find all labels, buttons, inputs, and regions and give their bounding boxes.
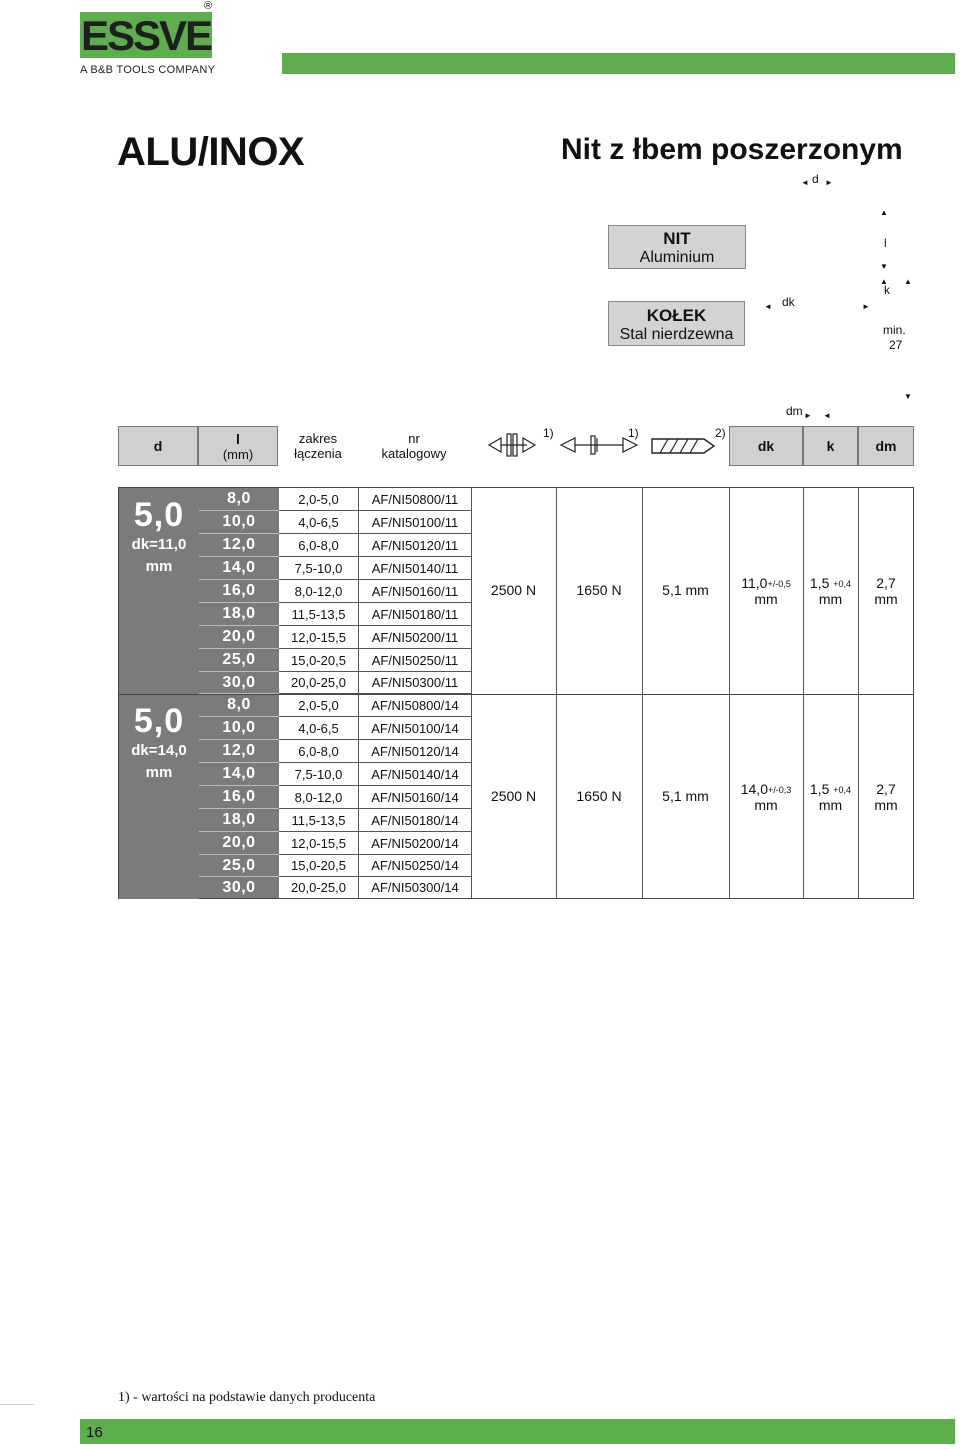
table-row-l: 8,0 xyxy=(199,694,279,717)
table-row-zakres: 11,5-13,5 xyxy=(279,603,359,626)
arrow-right-icon: ► xyxy=(825,178,833,187)
group1-dk-tol: +/-0,5 xyxy=(767,579,791,589)
diagram-d: d xyxy=(812,172,819,186)
table-row-zakres: 2,0-5,0 xyxy=(279,694,359,717)
arrow-left-icon: ◄ xyxy=(801,178,809,187)
group2-d: 5,0 xyxy=(133,702,185,740)
brand-tagline: A B&B TOOLS COMPANY xyxy=(80,64,216,76)
kolek-material: Stal nierdzewna xyxy=(619,326,734,343)
table-row-zakres: 8,0-12,0 xyxy=(279,580,359,603)
group2-k-unit: mm xyxy=(818,797,843,813)
header-zakres-2: łączenia xyxy=(294,446,342,461)
table-row-zakres: 12,0-15,5 xyxy=(279,626,359,649)
header-l xyxy=(198,426,278,466)
table-row-l: 10,0 xyxy=(199,511,279,534)
table-row-l: 20,0 xyxy=(199,626,279,649)
group2-k: 1,5 xyxy=(809,781,834,797)
table-row-zakres: 20,0-25,0 xyxy=(279,672,359,694)
group1-unit: mm xyxy=(145,558,173,575)
table-row-nr: AF/NI50800/14 xyxy=(359,694,471,717)
header-nr-1: nr xyxy=(408,431,420,446)
nit-material: Aluminium xyxy=(639,249,715,266)
table-row-zakres: 11,5-13,5 xyxy=(279,809,359,832)
diagram-dk: dk xyxy=(782,295,795,309)
note-2: 1) xyxy=(628,426,639,440)
header-l-label: l xyxy=(236,430,240,447)
table-row-nr: AF/NI50200/14 xyxy=(359,832,471,855)
table-row-zakres: 7,5-10,0 xyxy=(279,763,359,786)
table-row-l: 16,0 xyxy=(199,786,279,809)
table-row-nr: AF/NI50100/11 xyxy=(359,511,471,534)
nit-title: NIT xyxy=(663,229,691,248)
table-row-l: 30,0 xyxy=(199,672,279,694)
essve-logo xyxy=(80,8,212,62)
group1-k-unit: mm xyxy=(818,591,843,607)
group1-d: 5,0 xyxy=(133,496,185,534)
table-row-nr: AF/NI50140/11 xyxy=(359,557,471,580)
table-row-l: 14,0 xyxy=(199,557,279,580)
note-3: 2) xyxy=(715,426,726,440)
header-d-label: d xyxy=(153,438,163,454)
table-row-nr: AF/NI50200/11 xyxy=(359,626,471,649)
product-title: Nit z łbem poszerzonym xyxy=(561,133,903,166)
column-divider xyxy=(858,488,859,898)
header-nr-2: katalogowy xyxy=(381,446,447,461)
table-row-nr: AF/NI50800/11 xyxy=(359,488,471,511)
group2-unit: mm xyxy=(145,764,173,781)
drill-bit-icon xyxy=(650,436,716,456)
group1-dm-spec xyxy=(858,575,914,607)
arrow-up-icon: ▲ xyxy=(880,208,888,217)
table-row-nr: AF/NI50250/14 xyxy=(359,855,471,877)
group1-dm: 2,7 xyxy=(876,575,896,591)
column-divider xyxy=(729,488,730,898)
table-row-zakres: 2,0-5,0 xyxy=(279,488,359,511)
header-k-label: k xyxy=(826,438,835,454)
group2-dk-unit: mm xyxy=(754,797,778,813)
table-row-l: 12,0 xyxy=(199,534,279,557)
group1-shear: 2500 N xyxy=(490,582,537,598)
diagram-min-value: 27 xyxy=(889,338,903,352)
header-l-unit: (mm) xyxy=(222,446,254,462)
group1-dm-unit: mm xyxy=(874,591,898,607)
kolek-material-box xyxy=(608,301,745,346)
table-row-nr: AF/NI50100/14 xyxy=(359,717,471,740)
group2-dk-tol: +/-0,3 xyxy=(767,785,792,795)
arrow-down-icon: ▼ xyxy=(904,392,912,401)
group2-dm: 2,7 xyxy=(876,781,896,797)
table-row-nr: AF/NI50180/14 xyxy=(359,809,471,832)
header-dm-label: dm xyxy=(875,438,897,454)
table-row-nr: AF/NI50300/11 xyxy=(359,672,471,694)
header-zakres xyxy=(278,426,358,466)
group1-dk-label: dk=11,0 xyxy=(131,536,187,553)
registered-mark: ® xyxy=(204,0,213,12)
group2-tensile: 1650 N xyxy=(576,788,622,804)
footer-green-bar xyxy=(80,1419,955,1444)
table-row-zakres: 15,0-20,5 xyxy=(279,855,359,877)
table-row-l: 14,0 xyxy=(199,763,279,786)
shear-force-icon xyxy=(487,430,537,460)
group1-tensile: 1650 N xyxy=(576,582,622,598)
table-row-nr: AF/NI50120/11 xyxy=(359,534,471,557)
column-divider xyxy=(803,488,804,898)
header-dk xyxy=(729,426,803,466)
group2-dk: 14,0 xyxy=(740,781,768,797)
table-row-l: 18,0 xyxy=(199,603,279,626)
arrow-up-icon: ▲ xyxy=(904,277,912,286)
table-row-nr: AF/NI50140/14 xyxy=(359,763,471,786)
header-dm xyxy=(858,426,914,466)
header-green-bar xyxy=(282,53,955,74)
group1-dk-unit: mm xyxy=(754,591,778,607)
table-row-zakres: 20,0-25,0 xyxy=(279,877,359,898)
group1-k: 1,5 xyxy=(809,575,834,591)
product-table xyxy=(118,487,914,899)
table-row-l: 8,0 xyxy=(199,488,279,511)
table-row-l: 18,0 xyxy=(199,809,279,832)
table-row-zakres: 4,0-6,5 xyxy=(279,511,359,534)
header-nr xyxy=(358,426,470,466)
table-row-l: 25,0 xyxy=(199,649,279,672)
header-zakres-1: zakres xyxy=(298,431,338,446)
group2-dm-spec xyxy=(858,781,914,813)
footer-rule xyxy=(0,1404,34,1405)
arrow-right-icon: ► xyxy=(804,411,812,420)
header-d xyxy=(118,426,198,466)
nit-material-box xyxy=(608,225,746,269)
table-row-zakres: 4,0-6,5 xyxy=(279,717,359,740)
group1-d-cell xyxy=(119,488,199,694)
group2-k-spec xyxy=(803,781,858,813)
header-dk-label: dk xyxy=(757,438,775,454)
arrow-right-icon: ► xyxy=(862,302,870,311)
column-divider xyxy=(642,488,643,898)
column-divider xyxy=(556,488,557,898)
footnote: 1) - wartości na podstawie danych producenta xyxy=(118,1390,376,1405)
group2-shear: 2500 N xyxy=(490,788,537,804)
diagram-dm: dm xyxy=(786,404,803,418)
diagram-min: min. xyxy=(883,323,906,337)
note-1: 1) xyxy=(543,426,554,440)
table-row-nr: AF/NI50300/14 xyxy=(371,880,459,895)
group1-drill: 5,1 mm xyxy=(662,582,709,598)
table-row-nr: AF/NI50250/11 xyxy=(359,649,471,672)
group2-drill: 5,1 mm xyxy=(662,788,709,804)
arrow-down-icon: ▼ xyxy=(880,262,888,271)
group1-k-spec xyxy=(803,575,858,607)
table-row-l: 20,0 xyxy=(199,832,279,855)
group1-dk: 11,0 xyxy=(741,575,768,591)
group2-dk-label: dk=14,0 xyxy=(131,742,187,759)
arrow-left-icon: ◄ xyxy=(823,411,831,420)
table-row-zakres: 15,0-20,5 xyxy=(279,649,359,672)
group1-dk-spec xyxy=(729,575,803,607)
category-title: ALU/INOX xyxy=(117,130,305,174)
diagram-l: l xyxy=(884,236,887,250)
table-row-zakres: 12,0-15,5 xyxy=(279,832,359,855)
header-k xyxy=(803,426,858,466)
table-row-l: 30,0 xyxy=(199,877,279,898)
table-row-l: 10,0 xyxy=(199,717,279,740)
group2-dm-unit: mm xyxy=(874,797,898,813)
tensile-force-icon xyxy=(559,432,639,458)
group2-dk-spec xyxy=(729,781,803,813)
table-row-l: 12,0 xyxy=(199,740,279,763)
table-row-nr: AF/NI50120/14 xyxy=(359,740,471,763)
arrow-left-icon: ◄ xyxy=(764,302,772,311)
table-row-zakres: 7,5-10,0 xyxy=(279,557,359,580)
table-row-zakres: 6,0-8,0 xyxy=(279,740,359,763)
table-row-nr: AF/NI50180/11 xyxy=(359,603,471,626)
group1-k-tol: +0,4 xyxy=(833,579,852,589)
arrow-up-icon: ▲ xyxy=(880,277,888,286)
table-row-l: 25,0 xyxy=(199,855,279,877)
column-divider xyxy=(471,488,472,898)
table-row-nr: AF/NI50160/11 xyxy=(359,580,471,603)
table-row-zakres: 6,0-8,0 xyxy=(279,534,359,557)
group2-k-tol: +0,4 xyxy=(833,785,852,795)
page-number: 16 xyxy=(86,1424,103,1441)
svg-text:ESSVE: ESSVE xyxy=(80,12,212,59)
group-divider xyxy=(119,694,913,695)
table-row-l: 16,0 xyxy=(199,580,279,603)
diagram-k: k xyxy=(884,283,890,297)
kolek-title: KOŁEK xyxy=(646,306,707,325)
table-row-nr: AF/NI50160/14 xyxy=(359,786,471,809)
table-row-zakres: 8,0-12,0 xyxy=(279,786,359,809)
group2-d-cell xyxy=(119,694,199,899)
